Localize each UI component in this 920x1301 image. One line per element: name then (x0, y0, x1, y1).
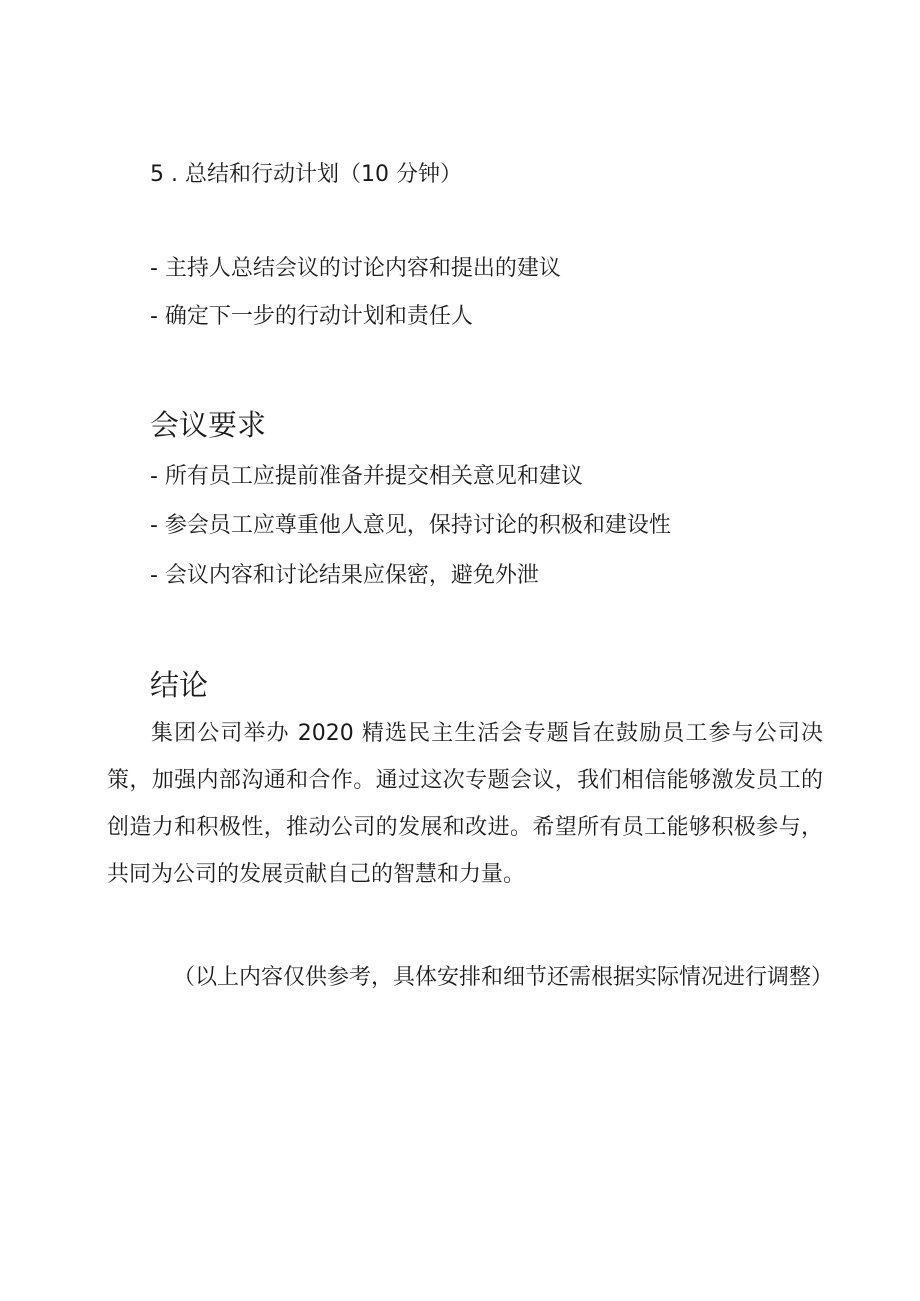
requirements-heading: 会议要求 (150, 408, 267, 442)
section-5-item-summary: - 主持人总结会议的讨论内容和提出的建议 (150, 256, 561, 281)
conclusion-heading: 结论 (150, 668, 209, 702)
section-5-item-action-plan: - 确定下一步的行动计划和责任人 (150, 304, 473, 329)
conclusion-paragraph: 集团公司举办 2020 精选民主生活会专题旨在鼓励员工参与公司决策，加强内部沟通和合作。通过这次专题会议，我们相信能够激发员工的创造力和积极性，推动公司的发展和改进。希望所有员工能够积极参与，共同为公司的发展贡献自己的智慧和力量。 (107, 721, 823, 887)
section-5-title: 5 . 总结和行动计划（10 分钟） (150, 162, 462, 187)
requirement-item-respect: - 参会员工应尊重他人意见，保持讨论的积极和建设性 (150, 513, 671, 538)
disclaimer-note: （以上内容仅供参考，具体安排和细节还需根据实际情况进行调整） (173, 965, 834, 990)
requirement-item-prepare: - 所有员工应提前准备并提交相关意见和建议 (150, 464, 583, 489)
requirement-item-confidential: - 会议内容和讨论结果应保密，避免外泄 (150, 563, 539, 588)
